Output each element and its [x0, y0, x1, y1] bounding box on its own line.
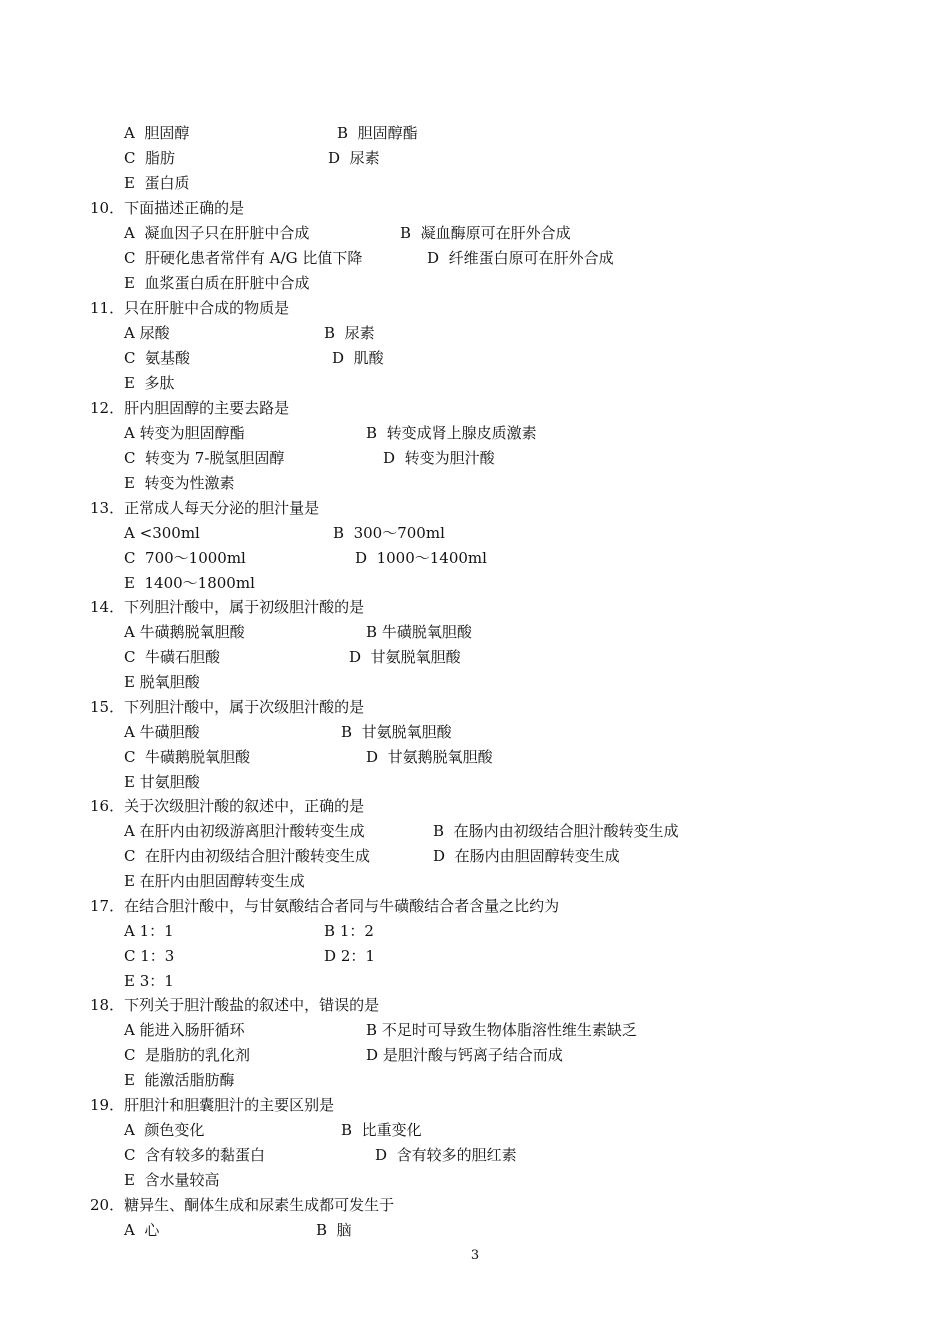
- question-stem: 10．下面描述正确的是: [90, 199, 245, 217]
- option-e: E 3：1: [124, 972, 174, 990]
- option-a: A 心: [124, 1221, 160, 1239]
- question-stem: 12．肝内胆固醇的主要去路是: [90, 399, 290, 417]
- option-c: C 含有较多的黏蛋白: [124, 1146, 266, 1164]
- option-d: D 尿素: [328, 149, 380, 167]
- option-a: A 牛磺鹅脱氧胆酸: [124, 623, 245, 641]
- option-e: E 甘氨胆酸: [124, 773, 200, 791]
- option-c: C 牛磺石胆酸: [124, 648, 221, 666]
- question-stem: 13．正常成人每天分泌的胆汁量是: [90, 499, 320, 517]
- option-d: D 甘氨鹅脱氧胆酸: [366, 748, 493, 766]
- question-stem: 15．下列胆汁酸中，属于次级胆汁酸的是: [90, 698, 365, 716]
- option-b: B 牛磺脱氧胆酸: [366, 623, 472, 641]
- option-d: D 肌酸: [332, 349, 384, 367]
- option-d: D 纤维蛋白原可在肝外合成: [427, 249, 614, 267]
- option-c: C 肝硬化患者常伴有 A/G 比值下降: [124, 249, 363, 267]
- option-c: C 是脂肪的乳化剂: [124, 1046, 251, 1064]
- option-b: B 在肠内由初级结合胆汁酸转变生成: [433, 822, 679, 840]
- option-d: D 甘氨脱氧胆酸: [349, 648, 461, 666]
- option-e: E 多肽: [124, 374, 175, 392]
- option-b: B 转变成肾上腺皮质激素: [366, 424, 537, 442]
- option-d: D 转变为胆汁酸: [383, 449, 495, 467]
- question-stem: 20．糖异生、酮体生成和尿素生成都可发生于: [90, 1196, 395, 1214]
- question-stem: 19．肝胆汁和胆囊胆汁的主要区别是: [90, 1096, 335, 1114]
- option-b: B 甘氨脱氧胆酸: [341, 723, 452, 741]
- question-stem: 18．下列关于胆汁酸盐的叙述中，错误的是: [90, 996, 380, 1014]
- page-number: 3: [470, 1248, 480, 1263]
- option-b: B 不足时可导致生物体脂溶性维生素缺乏: [366, 1021, 637, 1039]
- option-c: C 脂肪: [124, 149, 176, 167]
- question-stem: 11．只在肝脏中合成的物质是: [90, 299, 290, 317]
- option-c: C 牛磺鹅脱氧胆酸: [124, 748, 251, 766]
- option-c: C 转变为 7-脱氢胆固醇: [124, 449, 285, 467]
- option-d: D 1000～1400ml: [355, 549, 487, 567]
- option-e: E 血浆蛋白质在肝脏中合成: [124, 274, 310, 292]
- option-b: B 1：2: [324, 922, 374, 940]
- option-a: A 在肝内由初级游离胆汁酸转变生成: [124, 822, 365, 840]
- option-e: E 蛋白质: [124, 174, 190, 192]
- option-b: B 尿素: [324, 324, 375, 342]
- option-c: C 在肝内由初级结合胆汁酸转变生成: [124, 847, 371, 865]
- option-d: D 2：1: [324, 947, 375, 965]
- option-b: B 胆固醇酯: [337, 124, 418, 142]
- option-b: B 凝血酶原可在肝外合成: [400, 224, 571, 242]
- option-e: E 脱氧胆酸: [124, 673, 200, 691]
- option-e: E 含水量较高: [124, 1171, 220, 1189]
- option-e: E 转变为性激素: [124, 474, 235, 492]
- question-stem: 14．下列胆汁酸中，属于初级胆汁酸的是: [90, 598, 365, 616]
- option-c: C 1：3: [124, 947, 175, 965]
- option-d: D 含有较多的胆红素: [375, 1146, 517, 1164]
- option-a: A 尿酸: [124, 324, 170, 342]
- option-a: A 转变为胆固醇酯: [124, 424, 245, 442]
- option-d: D 是胆汁酸与钙离子结合而成: [366, 1046, 563, 1064]
- option-e: E 在肝内由胆固醇转变生成: [124, 872, 305, 890]
- option-a: A 胆固醇: [124, 124, 190, 142]
- option-b: B 脑: [316, 1221, 352, 1239]
- option-a: A 牛磺胆酸: [124, 723, 200, 741]
- option-a: A 颜色变化: [124, 1121, 205, 1139]
- option-d: D 在肠内由胆固醇转变生成: [433, 847, 620, 865]
- question-stem: 16．关于次级胆汁酸的叙述中，正确的是: [90, 797, 365, 815]
- option-b: B 300～700ml: [333, 524, 445, 542]
- option-c: C 氨基酸: [124, 349, 191, 367]
- option-a: A 1：1: [124, 922, 174, 940]
- option-a: A 凝血因子只在肝脏中合成: [124, 224, 310, 242]
- option-c: C 700～1000ml: [124, 549, 246, 567]
- option-a: A <300ml: [124, 524, 200, 542]
- option-e: E 1400～1800ml: [124, 574, 255, 592]
- option-b: B 比重变化: [341, 1121, 422, 1139]
- option-a: A 能进入肠肝循环: [124, 1021, 245, 1039]
- question-stem: 17．在结合胆汁酸中，与甘氨酸结合者同与牛磺酸结合者含量之比约为: [90, 897, 560, 915]
- option-e: E 能激活脂肪酶: [124, 1071, 235, 1089]
